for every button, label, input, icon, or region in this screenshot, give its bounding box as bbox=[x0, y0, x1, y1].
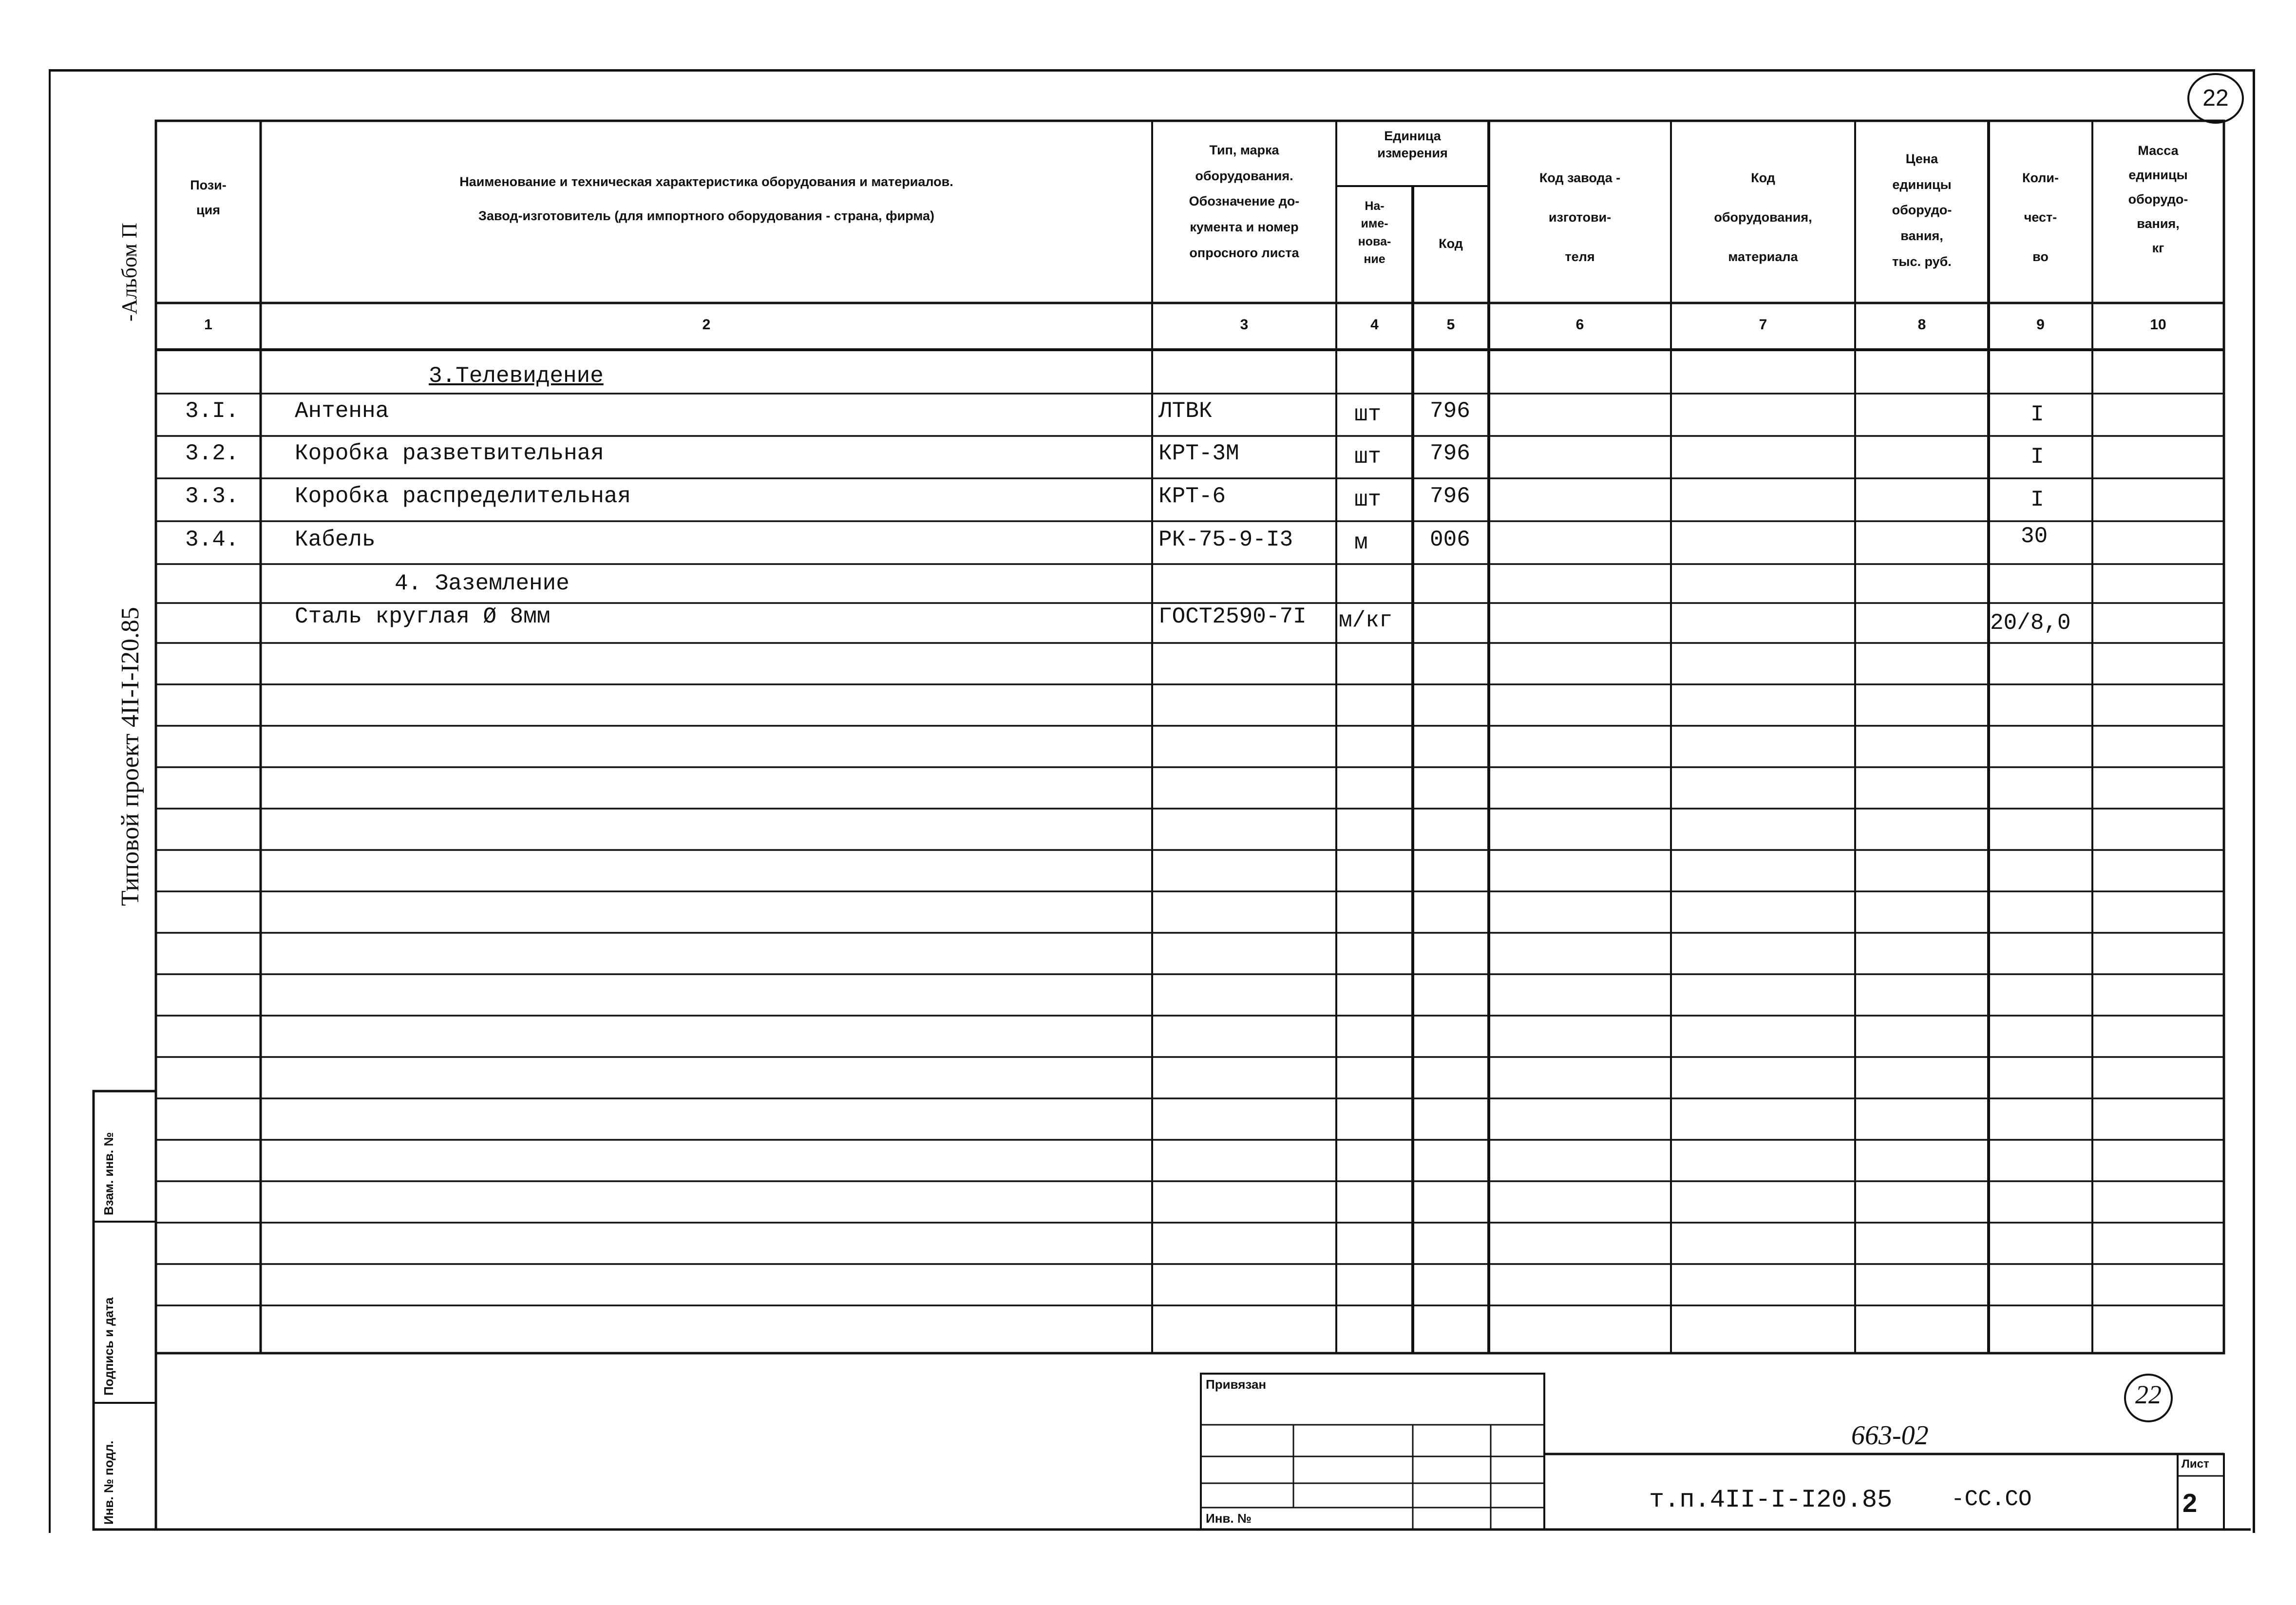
sheet-badge-text: 22 bbox=[2202, 85, 2229, 111]
table-row-unit: м/кг bbox=[1339, 608, 1393, 633]
header-name: Наименование и техническая характеристика оборудования и материалов. Завод-изготовитель (для импортного оборудования - страна, фирма) bbox=[459, 174, 953, 224]
table-row-qty: I bbox=[2030, 402, 2044, 427]
stamp-privyazan: Привязан bbox=[1206, 1377, 1267, 1392]
stamp-order-number: 663-02 bbox=[1851, 1420, 1929, 1451]
table-row-pos: 3.4. bbox=[185, 527, 239, 552]
stamp-sign-date: Подпись и дата bbox=[101, 1297, 116, 1396]
stamp-doc-suffix: -СС.СО bbox=[1951, 1487, 2032, 1512]
table-row-code: 796 bbox=[1430, 484, 1470, 509]
section-title-grounding: 4. Заземление bbox=[395, 571, 569, 596]
colnum-10: 10 bbox=[2150, 317, 2166, 333]
table-row-unit: м bbox=[1354, 530, 1368, 555]
table-row-pos: 3.3. bbox=[185, 484, 239, 509]
album-label: -Альбом П bbox=[117, 223, 141, 321]
header-unit-code: Код bbox=[1439, 236, 1463, 251]
section-title-tv: 3.Телевидение bbox=[429, 363, 604, 389]
table-row-unit: шт bbox=[1354, 487, 1382, 512]
header-mass: Масса единицы оборудо- вания, кг bbox=[2128, 143, 2188, 255]
header-quantity: Коли- чест- во bbox=[2022, 170, 2059, 264]
stamp-sheet-circle-number: 22 bbox=[2135, 1380, 2162, 1409]
table-row-qty: 30 bbox=[2021, 524, 2048, 549]
stamp-replace-inv: Взам. инв. № bbox=[101, 1132, 116, 1215]
table-row-code: 796 bbox=[1430, 441, 1470, 466]
table-row-code: 796 bbox=[1430, 398, 1470, 424]
table-row-qty: I bbox=[2030, 487, 2044, 512]
table-row-type: КРТ-6 bbox=[1158, 484, 1226, 509]
colnum-2: 2 bbox=[702, 317, 711, 333]
project-label: Типовой проект 4II-I-I20.85 bbox=[116, 607, 144, 906]
colnum-7: 7 bbox=[1759, 317, 1767, 333]
header-position: Пози- ция bbox=[190, 178, 227, 218]
table-row-type: КРТ-3М bbox=[1158, 441, 1239, 466]
table-row-pos: 3.I. bbox=[185, 398, 239, 424]
table-row-unit: шт bbox=[1354, 444, 1382, 470]
table-row-name: Кабель bbox=[295, 527, 376, 552]
table-row-qty: I bbox=[2030, 444, 2044, 470]
header-price: Цена единицы оборудо- вания, тыс. руб. bbox=[1892, 151, 1952, 269]
colnum-8: 8 bbox=[1917, 317, 1926, 333]
header-factory-code: Код завода - изготови- теля bbox=[1539, 170, 1621, 264]
colnum-5: 5 bbox=[1446, 317, 1455, 333]
stamp-doc-code: т.п.4II-I-I20.85 bbox=[1649, 1486, 1893, 1514]
stamp-sheet-label: Лист bbox=[2182, 1457, 2209, 1471]
colnum-9: 9 bbox=[2036, 317, 2045, 333]
colnum-3: 3 bbox=[1240, 317, 1249, 333]
stamp-inv-orig: Инв. № подл. bbox=[101, 1440, 116, 1525]
stamp-inv-no: Инв. № bbox=[1206, 1511, 1252, 1526]
table-row-name: Коробка разветвительная bbox=[295, 441, 604, 466]
colnum-6: 6 bbox=[1575, 317, 1584, 333]
table-row-name: Коробка распределительная bbox=[295, 484, 631, 509]
table-row-qty: 20/8,0 bbox=[1990, 610, 2071, 636]
table-row-name: Сталь круглая Ø 8мм bbox=[295, 604, 550, 629]
table-row-pos: 3.2. bbox=[185, 441, 239, 466]
table-row-type: ГОСТ2590-7I bbox=[1158, 604, 1307, 629]
stamp-sheet-number: 2 bbox=[2182, 1489, 2198, 1518]
header-unit-name: На- име- нова- ние bbox=[1358, 199, 1391, 266]
header-unit-group: Единица измерения bbox=[1377, 129, 1448, 161]
table-row-type: ЛТВК bbox=[1158, 398, 1213, 424]
table-row-code: 006 bbox=[1430, 527, 1470, 552]
table-row-name: Антенна bbox=[295, 398, 389, 424]
table-row-unit: шт bbox=[1354, 402, 1382, 427]
header-type: Тип, марка оборудования. Обозначение до- кумента и номер опросного листа bbox=[1189, 143, 1300, 260]
header-equipment-code: Код оборудования, материала bbox=[1714, 170, 1812, 264]
colnum-4: 4 bbox=[1370, 317, 1379, 333]
table-row-type: РК-75-9-I3 bbox=[1158, 527, 1293, 552]
colnum-1: 1 bbox=[204, 317, 212, 333]
